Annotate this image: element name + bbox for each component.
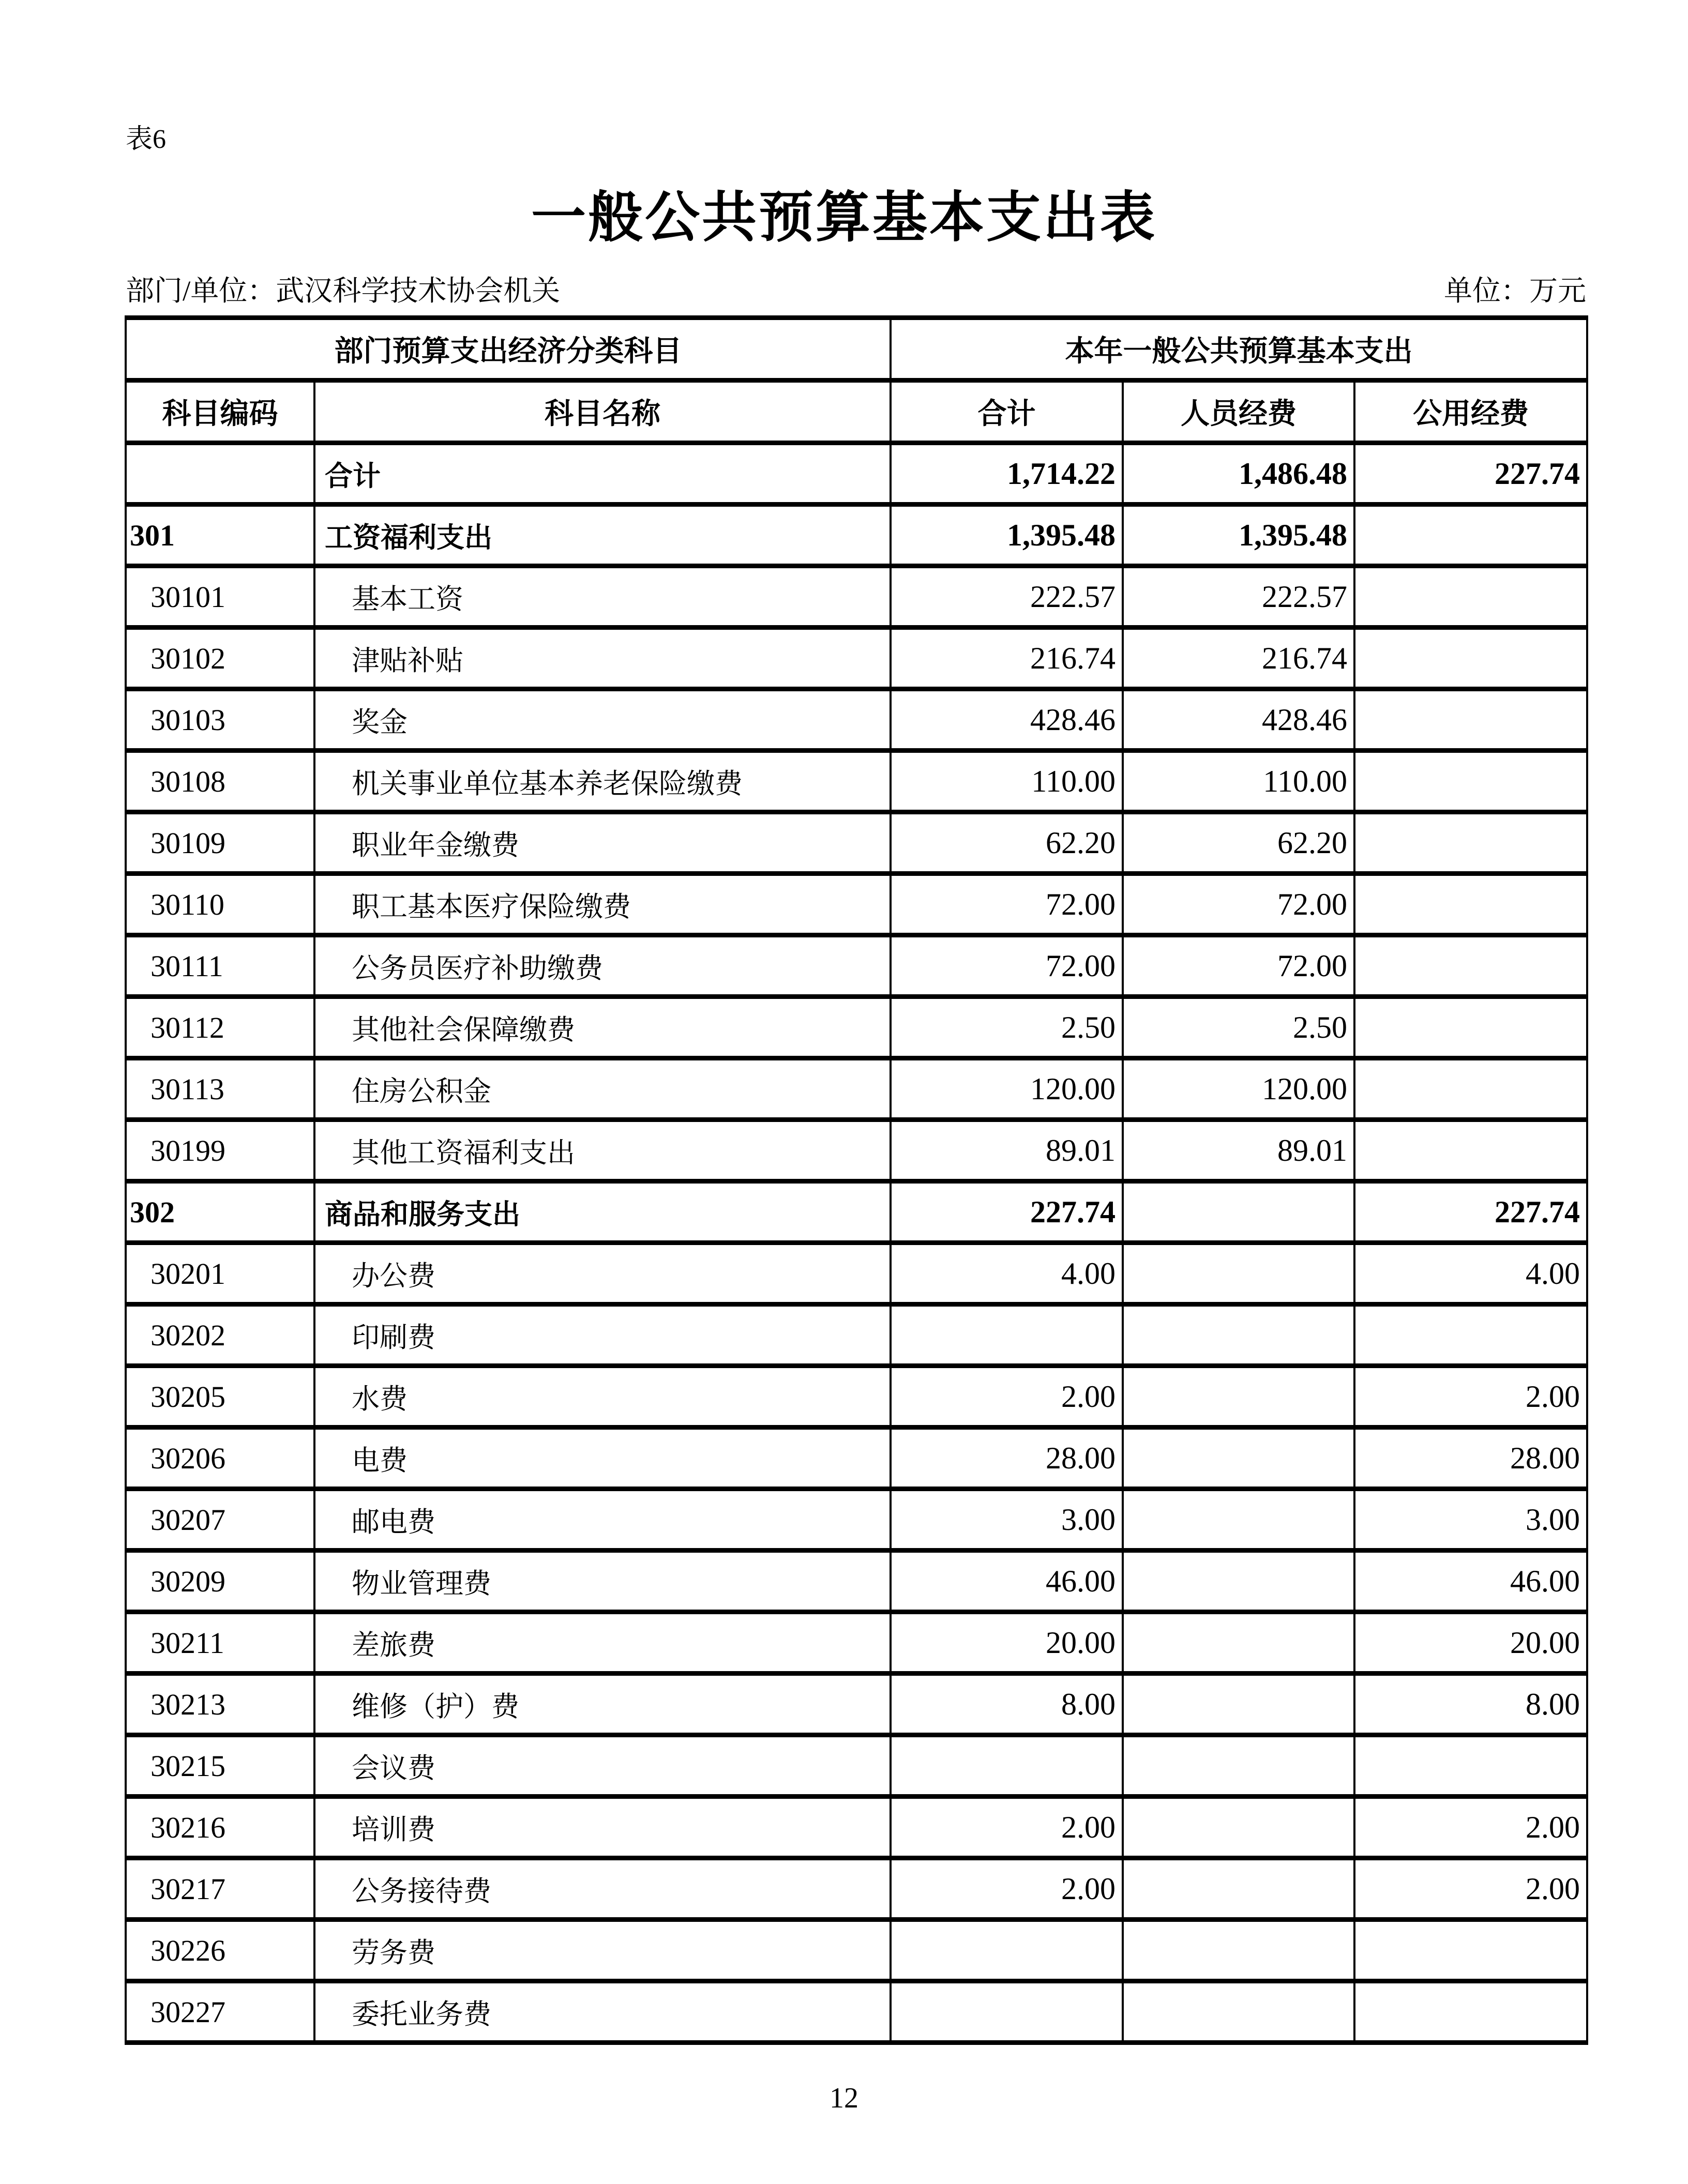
public-cell: [1354, 874, 1587, 935]
table-row: [126, 1058, 1587, 1120]
personnel-cell: 62.20: [1123, 812, 1354, 874]
table-row: [126, 812, 1587, 874]
table-row: [126, 1305, 1587, 1366]
public-cell: 8.00: [1354, 1674, 1587, 1735]
code-cell: [126, 443, 314, 505]
department-unit-label: 部门/单位：武汉科学技术协会机关: [126, 275, 561, 307]
code-cell: 30215: [126, 1735, 314, 1797]
table-row: [126, 751, 1587, 812]
code-cell: 30205: [126, 1366, 314, 1428]
code-cell: 30216: [126, 1797, 314, 1858]
name-cell: 邮电费: [314, 1489, 891, 1551]
name-cell: 基本工资: [314, 566, 891, 628]
table-row: [126, 1181, 1587, 1243]
personnel-cell: 89.01: [1123, 1120, 1354, 1181]
table-row: [126, 1120, 1587, 1181]
total-cell: [891, 1735, 1123, 1797]
group-header-row: [126, 318, 1587, 381]
public-cell: [1354, 628, 1587, 689]
code-cell: 30113: [126, 1058, 314, 1120]
personnel-cell: [1123, 1181, 1354, 1243]
personnel-cell: [1123, 1858, 1354, 1920]
personnel-cell: [1123, 1612, 1354, 1674]
code-cell: 30201: [126, 1243, 314, 1305]
total-cell: 1,714.22: [891, 443, 1123, 505]
code-cell: 30108: [126, 751, 314, 812]
public-cell: [1354, 1120, 1587, 1181]
personnel-cell: 120.00: [1123, 1058, 1354, 1120]
public-cell: [1354, 812, 1587, 874]
table-row: [126, 1366, 1587, 1428]
name-cell: 机关事业单位基本养老保险缴费: [314, 751, 891, 812]
total-cell: 46.00: [891, 1551, 1123, 1612]
code-cell: 30213: [126, 1674, 314, 1735]
total-cell: 110.00: [891, 751, 1123, 812]
code-cell: 30199: [126, 1120, 314, 1181]
personnel-cell: [1123, 1489, 1354, 1551]
total-cell: 89.01: [891, 1120, 1123, 1181]
public-cell: [1354, 1981, 1587, 2043]
name-cell: 工资福利支出: [314, 505, 891, 566]
code-cell: 30202: [126, 1305, 314, 1366]
table-row: [126, 1489, 1587, 1551]
page-title: 一般公共预算基本支出表: [531, 187, 1157, 248]
table-row: [126, 1797, 1587, 1858]
total-cell: [891, 1981, 1123, 2043]
column-header-row: [126, 381, 1587, 443]
table-row: [126, 1243, 1587, 1305]
public-cell: 227.74: [1354, 1181, 1587, 1243]
table-row: [126, 689, 1587, 751]
public-cell: 20.00: [1354, 1612, 1587, 1674]
personnel-cell: 1,486.48: [1123, 443, 1354, 505]
name-cell: 培训费: [314, 1797, 891, 1858]
budget-table: [125, 315, 1588, 2045]
public-cell: [1354, 689, 1587, 751]
table-row: [126, 1858, 1587, 1920]
name-cell: 水费: [314, 1366, 891, 1428]
public-cell: 2.00: [1354, 1797, 1587, 1858]
personnel-cell: [1123, 1797, 1354, 1858]
total-cell: 428.46: [891, 689, 1123, 751]
code-cell: 30110: [126, 874, 314, 935]
personnel-cell: [1123, 1674, 1354, 1735]
personnel-cell: [1123, 1305, 1354, 1366]
personnel-cell: 428.46: [1123, 689, 1354, 751]
total-cell: 2.00: [891, 1797, 1123, 1858]
total-cell: 222.57: [891, 566, 1123, 628]
code-cell: 30109: [126, 812, 314, 874]
table-row: [126, 1920, 1587, 1981]
public-cell: [1354, 1920, 1587, 1981]
personnel-cell: [1123, 1366, 1354, 1428]
code-cell: 302: [126, 1181, 314, 1243]
public-cell: 227.74: [1354, 443, 1587, 505]
code-cell: 30211: [126, 1612, 314, 1674]
personnel-cell: [1123, 1981, 1354, 2043]
total-cell: 2.50: [891, 997, 1123, 1058]
name-cell: 公务员医疗补助缴费: [314, 935, 891, 997]
personnel-cell: [1123, 1428, 1354, 1489]
personnel-cell: 216.74: [1123, 628, 1354, 689]
public-cell: [1354, 1058, 1587, 1120]
name-cell: 会议费: [314, 1735, 891, 1797]
table-row: [126, 1674, 1587, 1735]
name-cell: 公务接待费: [314, 1858, 891, 1920]
table-row: [126, 443, 1587, 505]
col-header-total: 合计: [891, 381, 1123, 443]
public-cell: 46.00: [1354, 1551, 1587, 1612]
table-row: [126, 505, 1587, 566]
total-cell: 216.74: [891, 628, 1123, 689]
name-cell: 印刷费: [314, 1305, 891, 1366]
total-cell: 72.00: [891, 935, 1123, 997]
personnel-cell: [1123, 1243, 1354, 1305]
table-row: [126, 628, 1587, 689]
public-cell: 2.00: [1354, 1858, 1587, 1920]
public-cell: 4.00: [1354, 1243, 1587, 1305]
total-cell: 3.00: [891, 1489, 1123, 1551]
table-row: [126, 1735, 1587, 1797]
group-header-expenditure: 本年一般公共预算基本支出: [891, 318, 1587, 381]
name-cell: 差旅费: [314, 1612, 891, 1674]
public-cell: 28.00: [1354, 1428, 1587, 1489]
public-cell: [1354, 1735, 1587, 1797]
total-cell: [891, 1305, 1123, 1366]
code-cell: 30102: [126, 628, 314, 689]
total-cell: 62.20: [891, 812, 1123, 874]
public-cell: [1354, 935, 1587, 997]
name-cell: 委托业务费: [314, 1981, 891, 2043]
total-cell: 2.00: [891, 1858, 1123, 1920]
table-row: [126, 1551, 1587, 1612]
total-cell: 227.74: [891, 1181, 1123, 1243]
public-cell: [1354, 751, 1587, 812]
table-row: [126, 566, 1587, 628]
public-cell: [1354, 997, 1587, 1058]
total-cell: 20.00: [891, 1612, 1123, 1674]
public-cell: [1354, 1305, 1587, 1366]
personnel-cell: [1123, 1735, 1354, 1797]
total-cell: 2.00: [891, 1366, 1123, 1428]
name-cell: 奖金: [314, 689, 891, 751]
page-number: 12: [830, 2082, 858, 2114]
personnel-cell: 72.00: [1123, 935, 1354, 997]
total-cell: 4.00: [891, 1243, 1123, 1305]
code-cell: 30217: [126, 1858, 314, 1920]
code-cell: 30207: [126, 1489, 314, 1551]
personnel-cell: 2.50: [1123, 997, 1354, 1058]
name-cell: 办公费: [314, 1243, 891, 1305]
table-row: [126, 1428, 1587, 1489]
name-cell: 住房公积金: [314, 1058, 891, 1120]
name-cell: 其他工资福利支出: [314, 1120, 891, 1181]
name-cell: 商品和服务支出: [314, 1181, 891, 1243]
code-cell: 301: [126, 505, 314, 566]
name-cell: 物业管理费: [314, 1551, 891, 1612]
group-header-classification: 部门预算支出经济分类科目: [126, 318, 891, 381]
public-cell: 2.00: [1354, 1366, 1587, 1428]
code-cell: 30112: [126, 997, 314, 1058]
table-row: [126, 935, 1587, 997]
table-row: [126, 997, 1587, 1058]
col-header-personnel: 人员经费: [1123, 381, 1354, 443]
public-cell: [1354, 566, 1587, 628]
total-cell: 72.00: [891, 874, 1123, 935]
personnel-cell: [1123, 1920, 1354, 1981]
public-cell: 3.00: [1354, 1489, 1587, 1551]
name-cell: 其他社会保障缴费: [314, 997, 891, 1058]
table-row: [126, 1612, 1587, 1674]
total-cell: 28.00: [891, 1428, 1123, 1489]
name-cell: 合计: [314, 443, 891, 505]
personnel-cell: 1,395.48: [1123, 505, 1354, 566]
total-cell: 120.00: [891, 1058, 1123, 1120]
name-cell: 职工基本医疗保险缴费: [314, 874, 891, 935]
name-cell: 电费: [314, 1428, 891, 1489]
name-cell: 维修（护）费: [314, 1674, 891, 1735]
col-header-name: 科目名称: [314, 381, 891, 443]
table-number-label: 表6: [126, 125, 167, 154]
personnel-cell: 110.00: [1123, 751, 1354, 812]
code-cell: 30226: [126, 1920, 314, 1981]
code-cell: 30227: [126, 1981, 314, 2043]
code-cell: 30103: [126, 689, 314, 751]
name-cell: 劳务费: [314, 1920, 891, 1981]
col-header-code: 科目编码: [126, 381, 314, 443]
code-cell: 30209: [126, 1551, 314, 1612]
col-header-public: 公用经费: [1354, 381, 1587, 443]
name-cell: 津贴补贴: [314, 628, 891, 689]
table-body: [126, 443, 1587, 2043]
code-cell: 30101: [126, 566, 314, 628]
total-cell: [891, 1920, 1123, 1981]
total-cell: 1,395.48: [891, 505, 1123, 566]
code-cell: 30111: [126, 935, 314, 997]
code-cell: 30206: [126, 1428, 314, 1489]
currency-unit-label: 单位：万元: [1443, 275, 1586, 307]
total-cell: 8.00: [891, 1674, 1123, 1735]
name-cell: 职业年金缴费: [314, 812, 891, 874]
table-row: [126, 874, 1587, 935]
personnel-cell: [1123, 1551, 1354, 1612]
public-cell: [1354, 505, 1587, 566]
personnel-cell: 222.57: [1123, 566, 1354, 628]
table-row: [126, 1981, 1587, 2043]
personnel-cell: 72.00: [1123, 874, 1354, 935]
meta-row: [126, 268, 1586, 309]
